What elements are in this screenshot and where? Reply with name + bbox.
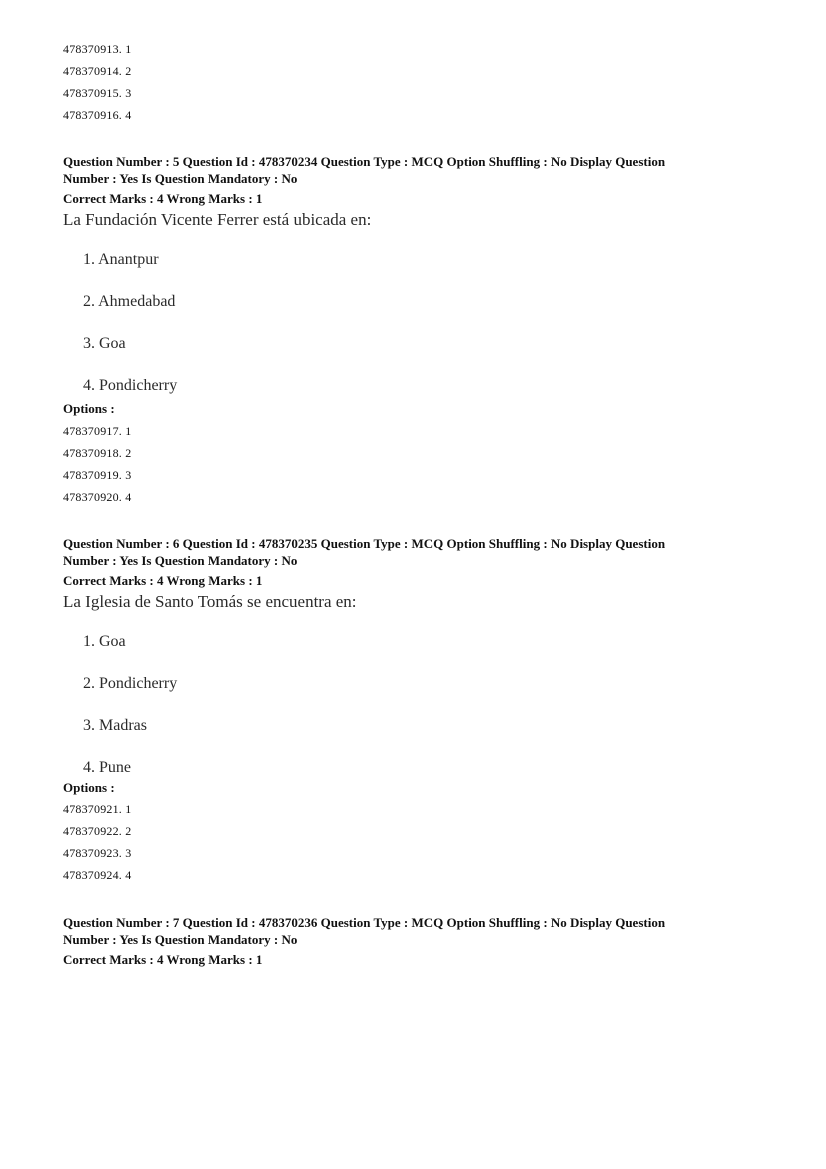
question-5-choice: 3. Goa — [83, 335, 126, 352]
option-id-row: 478370920. 4 — [63, 490, 132, 504]
question-5-meta-line2: Number : Yes Is Question Mandatory : No — [63, 171, 298, 186]
option-id-row: 478370916. 4 — [63, 108, 132, 122]
question-7-marks: Correct Marks : 4 Wrong Marks : 1 — [63, 952, 263, 967]
question-6-choice: 1. Goa — [83, 633, 126, 650]
option-id-row: 478370923. 3 — [63, 846, 132, 860]
option-id-row: 478370921. 1 — [63, 802, 132, 816]
question-5-choice: 4. Pondicherry — [83, 377, 178, 394]
question-6-choice: 3. Madras — [83, 717, 147, 734]
question-5-choice: 1. Anantpur — [83, 251, 159, 268]
question-5-meta-line1: Question Number : 5 Question Id : 478370234 Question Type : MCQ Option Shuffling : No Display Question — [63, 154, 666, 169]
question-6-meta-line1: Question Number : 6 Question Id : 478370235 Question Type : MCQ Option Shuffling : No Display Question — [63, 536, 666, 551]
option-id-row: 478370915. 3 — [63, 86, 132, 100]
question-5-options-label: Options : — [63, 401, 115, 416]
option-id-row: 478370924. 4 — [63, 868, 132, 882]
question-7-meta-line1: Question Number : 7 Question Id : 478370236 Question Type : MCQ Option Shuffling : No Display Question — [63, 915, 666, 930]
question-5-marks: Correct Marks : 4 Wrong Marks : 1 — [63, 191, 263, 206]
question-6-options-label: Options : — [63, 780, 115, 795]
option-id-row: 478370914. 2 — [63, 64, 132, 78]
question-5-text: La Fundación Vicente Ferrer está ubicada en: — [63, 210, 372, 229]
question-6-choice: 4. Pune — [83, 759, 131, 776]
question-6-marks: Correct Marks : 4 Wrong Marks : 1 — [63, 573, 263, 588]
option-id-row: 478370913. 1 — [63, 42, 132, 56]
option-id-row: 478370922. 2 — [63, 824, 132, 838]
option-id-row: 478370919. 3 — [63, 468, 132, 482]
option-id-row: 478370917. 1 — [63, 424, 132, 438]
question-7-meta-line2: Number : Yes Is Question Mandatory : No — [63, 932, 298, 947]
question-5-choice: 2. Ahmedabad — [83, 293, 176, 310]
question-6-meta-line2: Number : Yes Is Question Mandatory : No — [63, 553, 298, 568]
question-6-choice: 2. Pondicherry — [83, 675, 178, 692]
question-6-text: La Iglesia de Santo Tomás se encuentra en: — [63, 592, 357, 611]
option-id-row: 478370918. 2 — [63, 446, 132, 460]
